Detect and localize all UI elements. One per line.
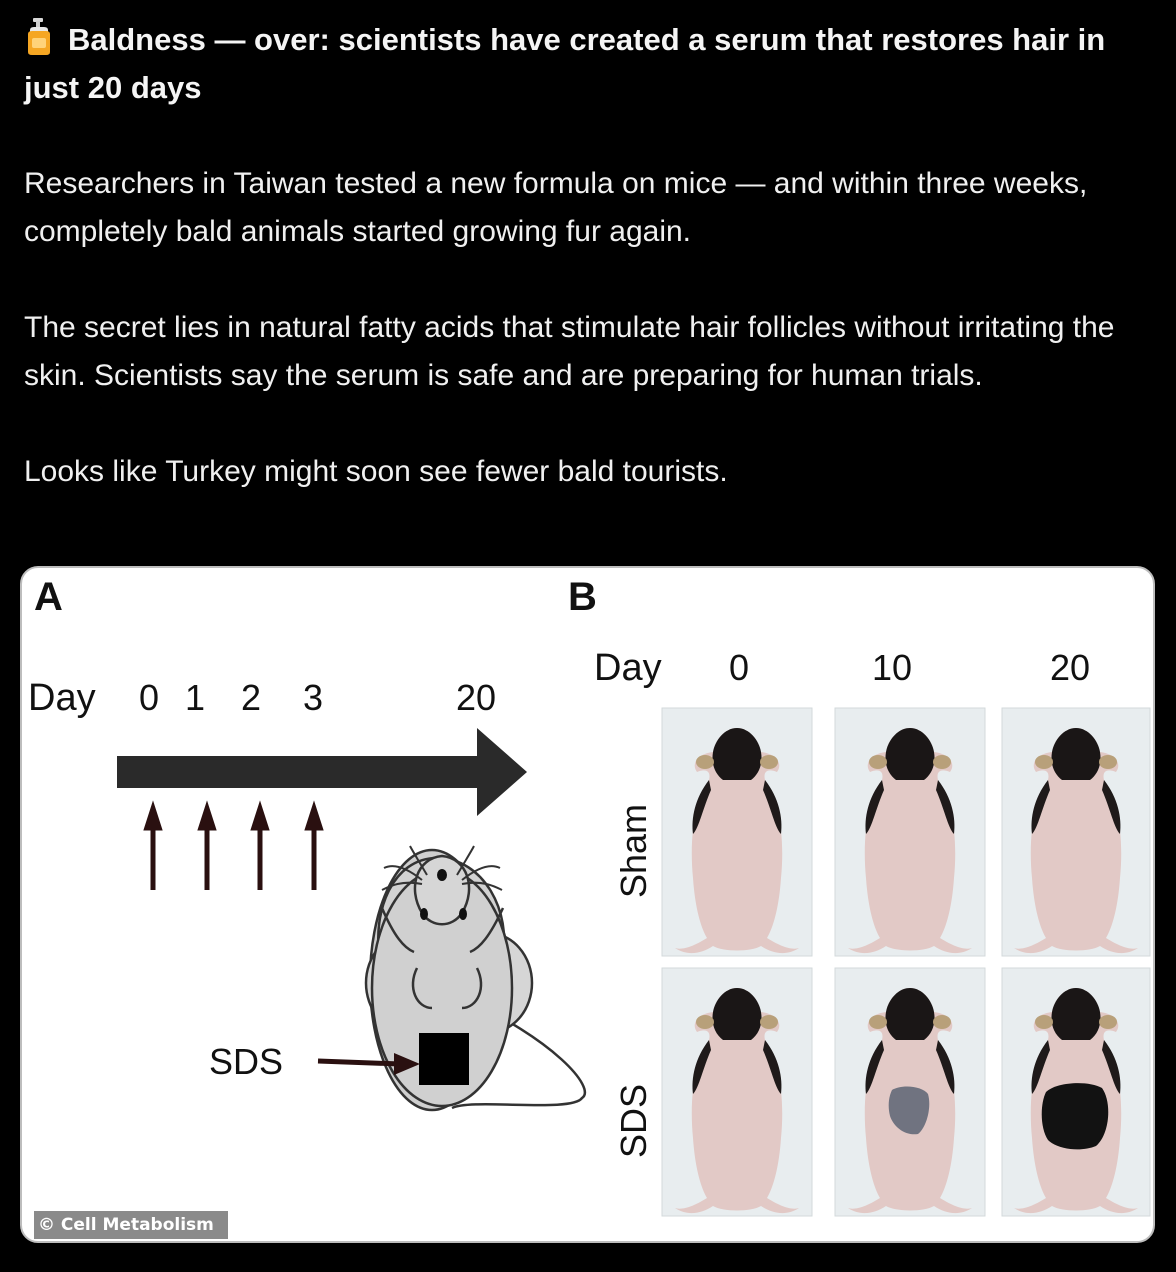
panel-a-day-label: Day [28,677,96,719]
panel-a-label: A [34,575,63,619]
panel-b-day-20: 20 [1050,647,1091,688]
sds-treated-patch [419,1033,469,1085]
panel-a-sds-label: SDS [209,1041,284,1082]
timeline-arrow [117,728,527,816]
image-credit: © Cell Metabolism [34,1211,228,1239]
panel-b-label: B [568,575,597,619]
regrowth-patch-day20 [1042,1083,1109,1149]
post-paragraph-1: Researchers in Taiwan tested a new formula on mice — and within three weeks, completely bald animals started growing fur again. [24,167,1088,248]
mouse-nose [437,869,447,881]
post-paragraph-2: The secret lies in natural fatty acids that stimulate hair follicles without irritating the skin. Scientists say the serum is safe and are preparing for human trials. [24,311,1115,392]
post-content [24,16,1154,496]
mouse-photo-grid [662,708,1150,1216]
post-headline [24,16,1154,112]
mouse-eye-left [420,908,428,920]
panel-a-day-0: 0 [139,677,160,718]
panel-a-day-3: 3 [303,677,324,718]
panel-a-day-2: 2 [241,677,262,718]
panel-b-day-0: 0 [729,647,750,688]
dosing-arrows [144,802,323,890]
soap-bottle-icon [24,18,54,56]
panel-b-day-10: 10 [872,647,913,688]
mouse-eye-right [459,908,467,920]
figure-svg [22,568,1155,1243]
panel-a-day-1: 1 [185,677,206,718]
headline-text: Baldness — over: scientists have created a serum that restores hair in just 20 days [24,22,1106,105]
row-label-sham: Sham [613,803,654,898]
row-label-sds: SDS [613,1083,654,1158]
panel-a-day-20: 20 [456,677,497,718]
panel-b-day-label: Day [594,647,662,689]
post-paragraph-3: Looks like Turkey might soon see fewer bald tourists. [24,455,728,488]
figure-image[interactable] [20,566,1155,1243]
